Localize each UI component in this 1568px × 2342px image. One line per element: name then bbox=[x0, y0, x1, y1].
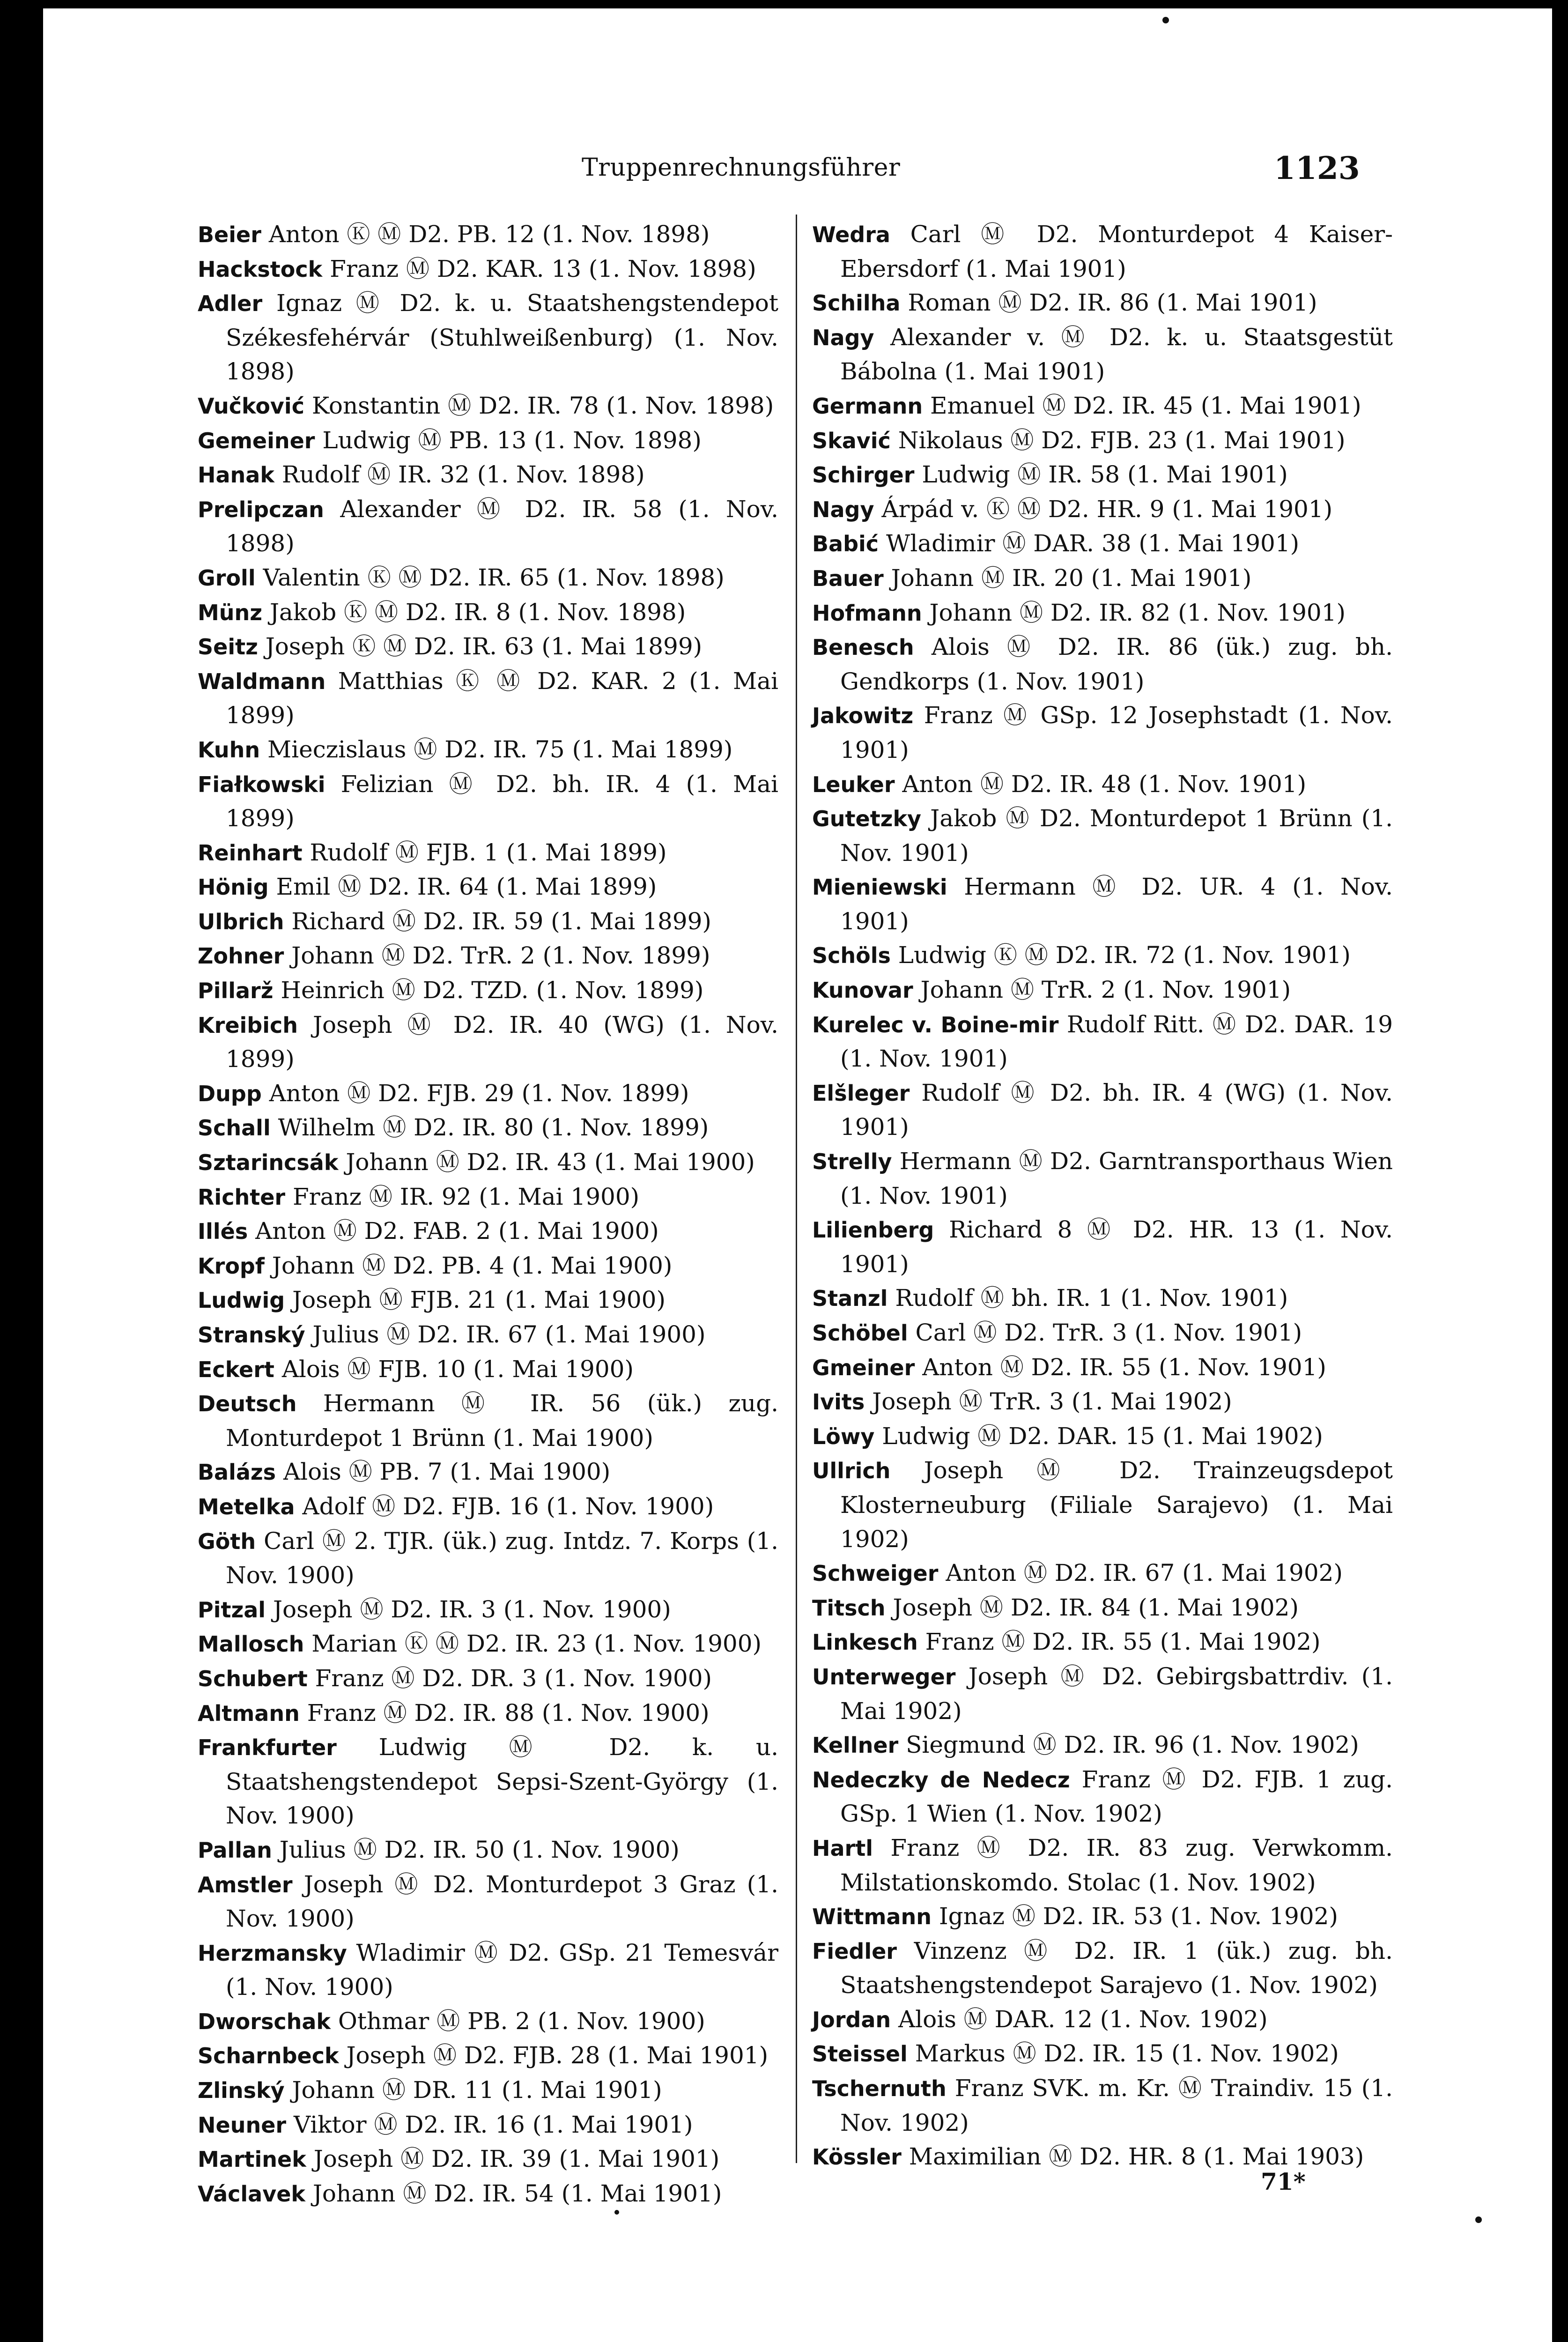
register-entry bbox=[812, 1076, 1393, 1144]
entry-details: Rudolf Ⓜ D2. bh. IR. 4 (WG) (1. Nov. 1901) bbox=[840, 1079, 1393, 1141]
register-entry bbox=[812, 1419, 1393, 1454]
register-entry bbox=[198, 1318, 778, 1352]
entry-details: Marian Ⓚ Ⓜ D2. IR. 23 (1. Nov. 1900) bbox=[304, 1630, 762, 1658]
register-entry bbox=[198, 939, 778, 973]
entry-details: Alois Ⓜ FJB. 10 (1. Mai 1900) bbox=[274, 1355, 634, 1383]
entry-details: Anton Ⓜ D2. IR. 67 (1. Mai 1902) bbox=[938, 1559, 1343, 1587]
entry-surname: Kropf bbox=[198, 1253, 265, 1279]
entry-details: Joseph Ⓜ D2. IR. 40 (WG) (1. Nov. 1899) bbox=[226, 1011, 778, 1073]
entry-surname: Kurelec v. Boine-mir bbox=[812, 1012, 1059, 1038]
entry-details: Alois Ⓜ D2. IR. 86 (ük.) zug. bh. Gendkorps (1. Nov. 1901) bbox=[840, 633, 1393, 695]
register-entry bbox=[812, 1008, 1393, 1076]
entry-surname: Unterweger bbox=[812, 1664, 956, 1690]
entry-details: Roman Ⓜ D2. IR. 86 (1. Mai 1901) bbox=[900, 289, 1317, 317]
entry-surname: Seitz bbox=[198, 634, 258, 660]
entry-surname: Hartl bbox=[812, 1835, 873, 1861]
entry-surname: Pillarž bbox=[198, 978, 274, 1004]
entry-details: Anton Ⓜ D2. IR. 55 (1. Nov. 1901) bbox=[915, 1353, 1326, 1381]
register-entry bbox=[812, 320, 1393, 389]
entry-details: Emanuel Ⓜ D2. IR. 45 (1. Mai 1901) bbox=[923, 392, 1361, 419]
entry-surname: Fiałkowski bbox=[198, 771, 325, 797]
entry-surname: Titsch bbox=[812, 1595, 886, 1621]
register-entry bbox=[198, 836, 778, 870]
register-entry bbox=[198, 904, 778, 939]
register-entry bbox=[198, 1008, 778, 1076]
right-column bbox=[812, 217, 1393, 2174]
column-divider bbox=[796, 215, 797, 2163]
register-entry bbox=[198, 1696, 778, 1731]
entry-surname: Strelly bbox=[812, 1149, 892, 1175]
entry-details: Joseph Ⓜ D2. Trainzeugsdepot Klosterneuburg (Filiale Sarajevo) (1. Mai 1902) bbox=[840, 1457, 1393, 1553]
entry-surname: Skavić bbox=[812, 428, 891, 453]
register-entry bbox=[198, 1593, 778, 1627]
entry-surname: Leuker bbox=[812, 771, 895, 797]
register-entry bbox=[812, 2071, 1393, 2140]
entry-details: Rudolf Ⓜ FJB. 1 (1. Mai 1899) bbox=[302, 838, 667, 866]
register-entry bbox=[812, 423, 1393, 458]
entry-details: Árpád v. Ⓚ Ⓜ D2. HR. 9 (1. Mai 1901) bbox=[874, 495, 1333, 523]
speck-mark bbox=[1475, 2216, 1482, 2223]
register-entry bbox=[198, 561, 778, 595]
register-entry bbox=[198, 973, 778, 1008]
entry-details: Emil Ⓜ D2. IR. 64 (1. Mai 1899) bbox=[268, 873, 657, 901]
entry-surname: Schöbel bbox=[812, 1320, 908, 1346]
entry-surname: Schilha bbox=[812, 290, 901, 316]
entry-details: Anton Ⓚ Ⓜ D2. PB. 12 (1. Nov. 1898) bbox=[261, 221, 710, 248]
register-entry bbox=[198, 252, 778, 287]
register-entry bbox=[198, 2073, 778, 2108]
register-entry bbox=[198, 286, 778, 389]
entry-surname: Balázs bbox=[198, 1460, 276, 1485]
entry-surname: Reinhart bbox=[198, 840, 303, 866]
entry-details: Adolf Ⓜ D2. FJB. 16 (1. Nov. 1900) bbox=[295, 1492, 714, 1520]
entry-surname: Ulbrich bbox=[198, 909, 284, 934]
entry-details: Matthias Ⓚ Ⓜ D2. KAR. 2 (1. Mai 1899) bbox=[226, 667, 778, 729]
entry-surname: Metelka bbox=[198, 1494, 295, 1519]
register-entry bbox=[198, 1283, 778, 1318]
entry-details: Julius Ⓜ D2. IR. 67 (1. Mai 1900) bbox=[305, 1321, 706, 1348]
entry-details: Johann Ⓜ TrR. 2 (1. Nov. 1901) bbox=[913, 976, 1291, 1004]
entry-surname: Göth bbox=[198, 1528, 256, 1554]
entry-details: Viktor Ⓜ D2. IR. 16 (1. Mai 1901) bbox=[286, 2111, 693, 2138]
entry-details: Alexander v. Ⓜ D2. k. u. Staatsgestüt Bábolna (1. Mai 1901) bbox=[840, 323, 1393, 385]
entry-surname: Germann bbox=[812, 393, 923, 419]
entry-details: Joseph Ⓜ D2. FJB. 28 (1. Mai 1901) bbox=[339, 2042, 769, 2069]
register-entry bbox=[812, 698, 1393, 767]
entry-details: Vinzenz Ⓜ D2. IR. 1 (ük.) zug. bh. Staatshengstendepot Sarajevo (1. Nov. 1902) bbox=[840, 1937, 1393, 1999]
register-entry bbox=[198, 1936, 778, 2004]
entry-details: Hermann Ⓜ IR. 56 (ük.) zug. Monturdepot 1 Brünn (1. Mai 1900) bbox=[226, 1390, 778, 1452]
speck-mark bbox=[614, 2210, 619, 2215]
register-entry bbox=[198, 1868, 778, 1936]
entry-surname: Kreibich bbox=[198, 1012, 298, 1038]
register-entry bbox=[812, 1625, 1393, 1660]
entry-details: Ludwig Ⓜ D2. DAR. 15 (1. Mai 1902) bbox=[874, 1422, 1323, 1450]
register-entry bbox=[812, 217, 1393, 286]
register-entry bbox=[812, 389, 1393, 423]
entry-details: Felizian Ⓜ D2. bh. IR. 4 (1. Mai 1899) bbox=[226, 770, 778, 832]
entry-details: Nikolaus Ⓜ D2. FJB. 23 (1. Mai 1901) bbox=[890, 426, 1346, 454]
entry-surname: Nedeczky de Nedecz bbox=[812, 1767, 1070, 1793]
entry-details: Valentin Ⓚ Ⓜ D2. IR. 65 (1. Nov. 1898) bbox=[255, 563, 725, 591]
register-entry bbox=[812, 1385, 1393, 1419]
entry-details: Johann Ⓜ D2. TrR. 2 (1. Nov. 1899) bbox=[284, 942, 710, 970]
entry-surname: Mieniewski bbox=[812, 875, 947, 900]
entry-details: Anton Ⓜ D2. IR. 48 (1. Nov. 1901) bbox=[895, 770, 1307, 798]
entry-details: Heinrich Ⓜ D2. TZD. (1. Nov. 1899) bbox=[273, 977, 704, 1004]
register-entry bbox=[198, 767, 778, 836]
entry-surname: Wedra bbox=[812, 222, 890, 247]
entry-details: Ignaz Ⓜ D2. k. u. Staatshengstendepot Székesfehérvár (Stuhlweißenburg) (1. Nov. 1898) bbox=[226, 289, 778, 385]
register-entry bbox=[198, 458, 778, 492]
entry-surname: Neuner bbox=[198, 2112, 287, 2138]
entry-surname: Richter bbox=[198, 1184, 286, 1210]
entry-surname: Gemeiner bbox=[198, 428, 315, 453]
entry-surname: Schirger bbox=[812, 462, 915, 488]
running-title: Truppenrechnungsführer bbox=[582, 154, 901, 182]
entry-details: Joseph Ⓜ FJB. 21 (1. Mai 1900) bbox=[285, 1286, 666, 1314]
register-entry bbox=[812, 286, 1393, 320]
entry-surname: Elšleger bbox=[812, 1080, 910, 1106]
entry-details: Johann Ⓜ IR. 20 (1. Mai 1901) bbox=[883, 564, 1252, 592]
register-entry bbox=[812, 1728, 1393, 1763]
entry-details: Joseph Ⓜ D2. Monturdepot 3 Graz (1. Nov. 1900) bbox=[226, 1870, 778, 1933]
entry-surname: Hackstock bbox=[198, 256, 323, 282]
entry-surname: Nagy bbox=[812, 497, 874, 522]
sheet-signature: 71* bbox=[1261, 2168, 1306, 2195]
entry-surname: Schöls bbox=[812, 943, 891, 969]
entry-details: Jakob Ⓚ Ⓜ D2. IR. 8 (1. Nov. 1898) bbox=[262, 598, 686, 626]
register-entry bbox=[812, 1281, 1393, 1316]
entry-surname: Zohner bbox=[198, 943, 284, 969]
entry-surname: Löwy bbox=[812, 1423, 875, 1449]
entry-surname: Steissel bbox=[812, 2041, 908, 2067]
register-entry bbox=[812, 1763, 1393, 1831]
entry-surname: Martinek bbox=[198, 2147, 306, 2172]
entry-details: Franz Ⓜ D2. KAR. 13 (1. Nov. 1898) bbox=[322, 255, 756, 282]
entry-surname: Ivits bbox=[812, 1389, 865, 1415]
entry-surname: Fiedler bbox=[812, 1938, 897, 1964]
entry-details: Joseph Ⓚ Ⓜ D2. IR. 63 (1. Mai 1899) bbox=[258, 633, 703, 660]
entry-details: Johann Ⓜ D2. IR. 43 (1. Mai 1900) bbox=[338, 1149, 755, 1176]
entry-surname: Pitzal bbox=[198, 1597, 266, 1623]
entry-details: Wladimir Ⓜ D2. GSp. 21 Temesvár (1. Nov. 1900) bbox=[226, 1939, 778, 2001]
register-entry bbox=[198, 1730, 778, 1833]
register-entry bbox=[812, 1556, 1393, 1591]
register-entry bbox=[198, 217, 778, 252]
register-entry bbox=[812, 1660, 1393, 1728]
entry-details: Konstantin Ⓜ D2. IR. 78 (1. Nov. 1898) bbox=[304, 392, 774, 419]
entry-details: Carl Ⓜ D2. TrR. 3 (1. Nov. 1901) bbox=[908, 1319, 1302, 1346]
entry-details: Carl Ⓜ D2. Monturdepot 4 Kaiser-Ebersdorf (1. Mai 1901) bbox=[840, 221, 1393, 282]
register-entry bbox=[198, 1661, 778, 1696]
entry-surname: Altmann bbox=[198, 1700, 300, 1726]
entry-details: Ludwig Ⓜ D2. k. u. Staatshengstendepot Sepsi-Szent-György (1. Nov. 1900) bbox=[226, 1734, 778, 1830]
entry-surname: Linkesch bbox=[812, 1630, 918, 1655]
entry-details: Richard Ⓜ D2. IR. 59 (1. Mai 1899) bbox=[284, 907, 711, 935]
entry-details: Franz Ⓜ GSp. 12 Josephstadt (1. Nov. 1901) bbox=[840, 702, 1393, 763]
entry-surname: Mallosch bbox=[198, 1631, 304, 1657]
entry-surname: Hönig bbox=[198, 875, 269, 900]
entry-surname: Dworschak bbox=[198, 2008, 331, 2034]
entry-surname: Benesch bbox=[812, 635, 914, 660]
entry-details: Franz Ⓜ D2. FJB. 1 zug. GSp. 1 Wien (1. Nov. 1902) bbox=[840, 1765, 1393, 1828]
entry-surname: Hanak bbox=[198, 462, 274, 488]
register-entry bbox=[812, 526, 1393, 561]
entry-details: Franz SVK. m. Kr. Ⓜ Traindiv. 15 (1. Nov. 1902) bbox=[840, 2075, 1393, 2136]
entry-surname: Scharnbeck bbox=[198, 2043, 339, 2069]
entry-surname: Bauer bbox=[812, 565, 884, 591]
entry-surname: Gutetzky bbox=[812, 806, 922, 832]
entry-surname: Pallan bbox=[198, 1837, 272, 1863]
entry-surname: Schall bbox=[198, 1115, 271, 1141]
entry-surname: Kunovar bbox=[812, 978, 913, 1003]
register-entry bbox=[198, 1214, 778, 1249]
speck-mark bbox=[1162, 17, 1169, 23]
entry-surname: Hofmann bbox=[812, 600, 922, 626]
register-entry bbox=[812, 1453, 1393, 1556]
register-entry bbox=[812, 1591, 1393, 1625]
entry-details: Joseph Ⓜ TrR. 3 (1. Mai 1902) bbox=[865, 1388, 1232, 1416]
register-entry bbox=[812, 938, 1393, 973]
entry-details: Markus Ⓜ D2. IR. 15 (1. Nov. 1902) bbox=[907, 2040, 1339, 2068]
register-entry bbox=[198, 1833, 778, 1868]
entry-surname: Deutsch bbox=[198, 1391, 297, 1417]
entry-details: Johann Ⓜ D2. IR. 54 (1. Mai 1901) bbox=[305, 2179, 722, 2207]
register-entry bbox=[198, 2108, 778, 2142]
entry-surname: Zlinský bbox=[198, 2078, 285, 2104]
entry-surname: Prelipczan bbox=[198, 497, 324, 522]
entry-surname: Nagy bbox=[812, 325, 874, 350]
entry-surname: Kellner bbox=[812, 1733, 899, 1758]
entry-surname: Frankfurter bbox=[198, 1735, 337, 1761]
entry-surname: Illés bbox=[198, 1219, 248, 1245]
register-entry bbox=[812, 2140, 1393, 2174]
entry-details: Joseph Ⓜ D2. IR. 3 (1. Nov. 1900) bbox=[266, 1595, 671, 1623]
register-entry bbox=[198, 1180, 778, 1215]
register-entry bbox=[198, 1524, 778, 1593]
entry-surname: Beier bbox=[198, 222, 261, 247]
entry-surname: Václavek bbox=[198, 2181, 305, 2207]
register-entry bbox=[812, 1144, 1393, 1213]
entry-details: Othmar Ⓜ PB. 2 (1. Nov. 1900) bbox=[331, 2007, 705, 2035]
entry-surname: Eckert bbox=[198, 1356, 274, 1382]
entry-surname: Jordan bbox=[812, 2007, 891, 2032]
register-entry bbox=[198, 492, 778, 561]
entry-surname: Herzmansky bbox=[198, 1940, 347, 1966]
entry-details: Joseph Ⓜ D2. Gebirgsbattrdiv. (1. Mai 1902) bbox=[840, 1662, 1393, 1725]
entry-details: Wladimir Ⓜ DAR. 38 (1. Mai 1901) bbox=[879, 530, 1300, 557]
entry-details: Anton Ⓜ D2. FAB. 2 (1. Mai 1900) bbox=[248, 1217, 659, 1245]
entry-details: Hermann Ⓜ D2. UR. 4 (1. Nov. 1901) bbox=[840, 873, 1393, 935]
entry-details: Franz Ⓜ D2. IR. 88 (1. Nov. 1900) bbox=[299, 1699, 710, 1727]
entry-details: Mieczislaus Ⓜ D2. IR. 75 (1. Mai 1899) bbox=[260, 735, 733, 763]
entry-details: Anton Ⓜ D2. FJB. 29 (1. Nov. 1899) bbox=[261, 1079, 689, 1107]
register-entry bbox=[198, 595, 778, 630]
register-entry bbox=[812, 1899, 1393, 1934]
entry-details: Richard 8 Ⓜ D2. HR. 13 (1. Nov. 1901) bbox=[840, 1216, 1393, 1278]
register-entry bbox=[812, 1213, 1393, 1281]
entry-details: Carl Ⓜ 2. TJR. (ük.) zug. Intdz. 7. Korps (1. Nov. 1900) bbox=[226, 1527, 778, 1589]
register-entry bbox=[198, 2038, 778, 2073]
entry-surname: Sztarincsák bbox=[198, 1150, 339, 1176]
entry-surname: Adler bbox=[198, 291, 263, 317]
register-entry bbox=[812, 630, 1393, 698]
entry-surname: Kuhn bbox=[198, 737, 260, 763]
register-entry bbox=[198, 1386, 778, 1455]
page-number: 1123 bbox=[1274, 150, 1360, 186]
register-entry bbox=[812, 1316, 1393, 1350]
entry-details: Jakob Ⓜ D2. Monturdepot 1 Brünn (1. Nov. 1901) bbox=[840, 805, 1393, 867]
register-entry bbox=[198, 389, 778, 423]
entry-details: Franz Ⓜ IR. 92 (1. Mai 1900) bbox=[285, 1183, 640, 1210]
entry-surname: Dupp bbox=[198, 1081, 262, 1106]
entry-surname: Kössler bbox=[812, 2144, 902, 2170]
register-entry bbox=[812, 801, 1393, 870]
entry-details: Joseph Ⓜ D2. IR. 39 (1. Mai 1901) bbox=[306, 2145, 720, 2173]
entry-details: Franz Ⓜ D2. IR. 55 (1. Mai 1902) bbox=[917, 1628, 1321, 1656]
register-entry bbox=[198, 630, 778, 664]
register-entry bbox=[812, 2002, 1393, 2037]
entry-details: Ludwig Ⓚ Ⓜ D2. IR. 72 (1. Nov. 1901) bbox=[890, 941, 1351, 969]
entry-surname: Jakowitz bbox=[812, 703, 914, 729]
entry-surname: Tschernuth bbox=[812, 2076, 947, 2102]
entry-surname: Vučković bbox=[198, 393, 304, 419]
entry-surname: Waldmann bbox=[198, 668, 326, 694]
entry-surname: Stanzl bbox=[812, 1286, 888, 1312]
register-entry bbox=[198, 1111, 778, 1145]
register-entry bbox=[812, 561, 1393, 596]
entry-surname: Groll bbox=[198, 565, 256, 591]
entry-surname: Amstler bbox=[198, 1872, 293, 1897]
register-entry bbox=[812, 973, 1393, 1008]
entry-details: Johann Ⓜ DR. 11 (1. Mai 1901) bbox=[284, 2076, 662, 2104]
register-entry bbox=[198, 870, 778, 904]
entry-details: Alois Ⓜ PB. 7 (1. Mai 1900) bbox=[276, 1458, 611, 1486]
register-entry bbox=[812, 767, 1393, 802]
register-entry bbox=[812, 1831, 1393, 1899]
entry-details: Wilhelm Ⓜ D2. IR. 80 (1. Nov. 1899) bbox=[270, 1114, 709, 1141]
register-entry bbox=[198, 733, 778, 767]
entry-surname: Lilienberg bbox=[812, 1217, 934, 1243]
entry-details: Ludwig Ⓜ PB. 13 (1. Nov. 1898) bbox=[315, 426, 702, 454]
entry-details: Rudolf Ⓜ IR. 32 (1. Nov. 1898) bbox=[274, 461, 645, 489]
entry-surname: Stranský bbox=[198, 1322, 305, 1348]
register-entry bbox=[812, 870, 1393, 938]
register-entry bbox=[812, 458, 1393, 492]
register-entry bbox=[812, 2037, 1393, 2071]
entry-details: Johann Ⓜ D2. PB. 4 (1. Mai 1900) bbox=[264, 1252, 673, 1279]
register-entry bbox=[812, 596, 1393, 630]
entry-surname: Münz bbox=[198, 600, 263, 625]
entry-surname: Wittmann bbox=[812, 1904, 932, 1930]
register-entry bbox=[198, 1490, 778, 1524]
register-entry bbox=[198, 423, 778, 458]
register-entry bbox=[198, 2177, 778, 2211]
entry-details: Alois Ⓜ DAR. 12 (1. Nov. 1902) bbox=[891, 2005, 1268, 2033]
entry-surname: Babić bbox=[812, 531, 879, 557]
entry-details: Johann Ⓜ D2. IR. 82 (1. Nov. 1901) bbox=[922, 599, 1346, 626]
register-entry bbox=[198, 664, 778, 733]
register-entry bbox=[198, 1249, 778, 1283]
entry-details: Franz Ⓜ D2. IR. 83 zug. Verwkomm. Milstationskomdo. Stolac (1. Nov. 1902) bbox=[840, 1834, 1393, 1896]
register-entry bbox=[198, 1076, 778, 1111]
entry-details: Ludwig Ⓜ IR. 58 (1. Mai 1901) bbox=[914, 461, 1288, 489]
register-entry bbox=[198, 1627, 778, 1661]
register-entry bbox=[198, 2004, 778, 2039]
entry-details: Maximilian Ⓜ D2. HR. 8 (1. Mai 1903) bbox=[901, 2143, 1364, 2171]
register-entry bbox=[198, 1352, 778, 1387]
entry-details: Hermann Ⓜ D2. Garntransporthaus Wien (1. Nov. 1901) bbox=[840, 1148, 1393, 1209]
left-column bbox=[198, 217, 778, 2211]
entry-details: Rudolf Ⓜ bh. IR. 1 (1. Nov. 1901) bbox=[888, 1284, 1288, 1312]
register-entry bbox=[198, 2142, 778, 2177]
entry-surname: Ludwig bbox=[198, 1288, 285, 1313]
register-entry bbox=[812, 492, 1393, 527]
entry-surname: Ullrich bbox=[812, 1458, 891, 1484]
document-page bbox=[43, 8, 1552, 2342]
entry-details: Ignaz Ⓜ D2. IR. 53 (1. Nov. 1902) bbox=[931, 1903, 1338, 1930]
register-entry bbox=[198, 1145, 778, 1180]
entry-details: Siegmund Ⓜ D2. IR. 96 (1. Nov. 1902) bbox=[898, 1731, 1359, 1759]
register-entry bbox=[812, 1350, 1393, 1385]
entry-details: Julius Ⓜ D2. IR. 50 (1. Nov. 1900) bbox=[272, 1836, 680, 1863]
entry-surname: Schweiger bbox=[812, 1561, 939, 1586]
register-entry bbox=[198, 1455, 778, 1490]
page-header bbox=[43, 150, 1552, 191]
register-entry bbox=[812, 1934, 1393, 2002]
entry-details: Joseph Ⓜ D2. IR. 84 (1. Mai 1902) bbox=[885, 1593, 1299, 1621]
entry-surname: Schubert bbox=[198, 1666, 308, 1691]
entry-details: Alexander Ⓜ D2. IR. 58 (1. Nov. 1898) bbox=[226, 495, 778, 557]
entry-surname: Gmeiner bbox=[812, 1355, 915, 1380]
entry-details: Rudolf Ritt. Ⓜ D2. DAR. 19 (1. Nov. 1901) bbox=[840, 1010, 1393, 1073]
entry-details: Franz Ⓜ D2. DR. 3 (1. Nov. 1900) bbox=[307, 1664, 712, 1692]
